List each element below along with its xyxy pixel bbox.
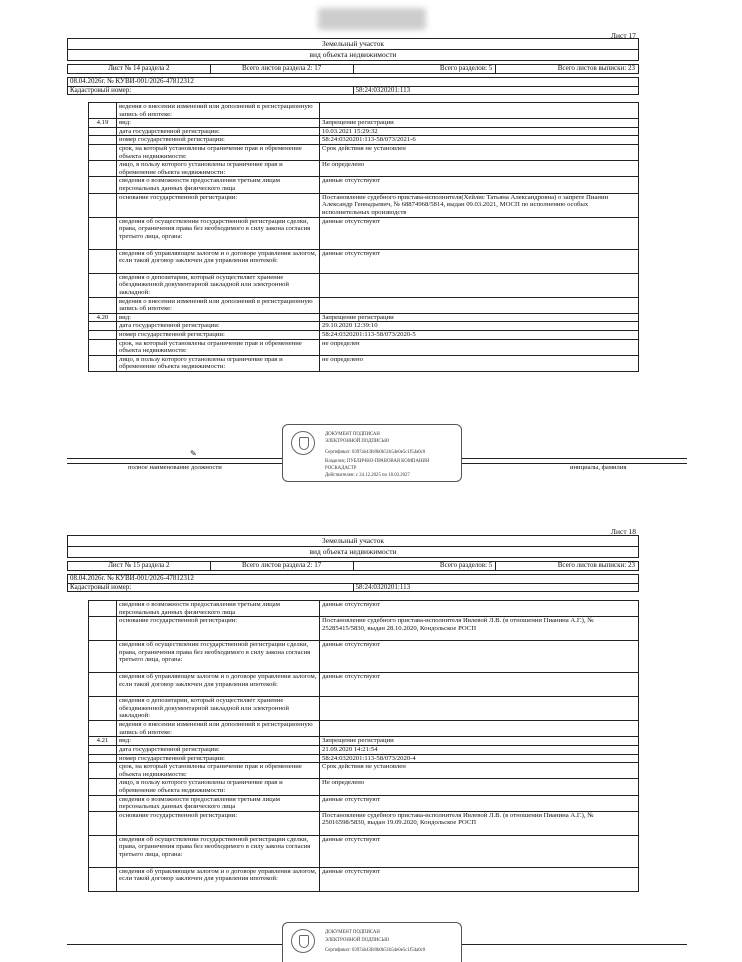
table-row [89,119,639,128]
date-and-number: 08.04.2026г. № КУВИ-001/2026-47812312 [68,78,639,87]
field-label: сведения о возможности предоставления третьим лицам персональных данных физического лица [117,601,320,617]
cadastral-number: 58:24:0320201:113 [353,86,639,95]
field-label: основание государственной регистрации: [117,617,320,641]
position-label: полное наименование должности [128,464,222,471]
emblem-icon [291,929,315,953]
field-value: данные отсутствуют [320,249,639,273]
record-number [89,835,117,867]
field-value: 58:24:0320201:113-58/073/2021-6 [320,136,639,145]
field-label: сведения об осуществлении государственной регистрации сделки, права, ограничения права без необходимого в силу закона согласия третьего лица, органа: [117,641,320,673]
field-label: лицо, в пользу которого установлены ограничение прав и обременение объекта недвижимости: [117,779,320,795]
record-number [89,103,117,119]
field-label: сведения об осуществлении государственной регистрации сделки, права, ограничения права без необходимого в силу закона согласия третьего лица, органа: [117,217,320,249]
field-value: не определен [320,339,639,355]
digital-signature-stamp [282,922,462,962]
record-number [89,161,117,177]
field-value: 10.03.2021 15:29:32 [320,127,639,136]
record-number [89,249,117,273]
table-row [89,177,639,193]
table-row [89,697,639,721]
table-row [89,330,639,339]
table-row [89,617,639,641]
table-row [89,136,639,145]
field-value [320,721,639,737]
table-row [89,217,639,249]
field-label: вид: [117,119,320,128]
object-subtitle: вид объекта недвижимости [68,546,638,557]
field-value: Запрещение регистрации [320,737,639,746]
field-value: Срок действия не установлен [320,144,639,160]
stamp-line-3: Сертификат: 0397ab43fe9b0b51b54e0e5c1f54a0c8 [325,450,426,455]
redacted-header [318,8,426,30]
table-row [89,103,639,119]
object-subtitle: вид объекта недвижимости [68,49,638,60]
field-label: срок, на который установлены ограничение прав и обременение объекта недвижимости: [117,144,320,160]
field-value: Постановление судебного пристава-исполнителя Ивлевой Л.В. (в отношении Пианина А.Г.), № 25016598/5830, выдан 19.09.2020, Кондольское РОСП [320,811,639,835]
field-value: данные отсутствуют [320,177,639,193]
field-value [320,697,639,721]
table-row [89,811,639,835]
record-number [89,136,117,145]
record-number [89,697,117,721]
field-value: Срок действия не установлен [320,763,639,779]
total-sections: Всего разделов: 5 [353,65,496,74]
field-label: номер государственной регистрации: [117,754,320,763]
field-value: данные отсутствуют [320,795,639,811]
field-value: данные отсутствуют [320,835,639,867]
stamp-line-5: Действителен: с 24.12.2025 по 18.03.2027 [325,473,410,478]
field-value: данные отсутствуют [320,673,639,697]
table-row [89,273,639,297]
total-sheets: Всего листов раздела 2: 17 [210,562,353,571]
field-value [320,273,639,297]
field-value: 58:24:0320201:113-58/073/2020-5 [320,330,639,339]
field-value: Не определено [320,779,639,795]
field-label: дата государственной регистрации: [117,127,320,136]
field-value: Запрещение регистрации [320,119,639,128]
field-label: вид: [117,313,320,322]
object-title-box [67,38,639,61]
record-number [89,339,117,355]
table-row [89,297,639,313]
field-value: данные отсутствуют [320,641,639,673]
mark-glyph: ✎ [190,449,197,458]
field-value: Не определено [320,161,639,177]
field-label: дата государственной регистрации: [117,322,320,331]
field-label: вид: [117,737,320,746]
record-number [89,217,117,249]
field-label: сведения об управляющем залогом и о договоре управления залогом, если такой договор заключен для управления ипотекой: [117,249,320,273]
table-row [89,835,639,867]
record-number [89,127,117,136]
field-label: сведения об осуществлении государственной регистрации сделки, права, ограничения права без необходимого в силу закона согласия третьего лица, органа: [117,835,320,867]
section-sheet: Лист № 14 раздела 2 [68,65,211,74]
cadastral-label: Кадастровый номер: [68,86,354,95]
field-value: 21.09.2020 14:21:54 [320,745,639,754]
record-number [89,779,117,795]
stamp-line-1: ДОКУМЕНТ ПОДПИСАН [325,930,380,935]
field-label: лицо, в пользу которого установлены ограничение прав и обременение объекта недвижимости: [117,355,320,371]
record-number: 4.19 [89,119,117,128]
field-label: основание государственной регистрации: [117,193,320,217]
field-label: сведения о депозитарии, который осуществляет хранение обездвиженной документарной закладной или электронной закладной: [117,273,320,297]
table-row [89,601,639,617]
sheet-header [67,561,639,571]
field-label: сведения о возможности предоставления третьим лицам персональных данных физического лица [117,177,320,193]
table-row [89,763,639,779]
table-row [89,641,639,673]
date-and-number: 08.04.2026г. № КУВИ-001/2026-47812312 [68,575,639,584]
table-row [89,673,639,697]
field-label: срок, на который установлены ограничение прав и обременение объекта недвижимости: [117,339,320,355]
encumbrance-table [88,102,639,372]
sheet-number: Лист 17 [610,31,636,40]
extract-number-bar [67,77,639,95]
record-number [89,144,117,160]
table-row [89,144,639,160]
record-number [89,795,117,811]
record-number [89,763,117,779]
field-value: Постановление судебного пристава-исполнителя(Хейлис Татьяна Александровна) о запрете Пианин Александр Геннадьевич, № 68874968/5814, выдан 09.03.2021, МОСП по исполнению особых исполнительных производств [320,193,639,217]
object-title-box [67,535,639,558]
table-row [89,127,639,136]
record-number [89,330,117,339]
total-sheets: Всего листов раздела 2: 17 [210,65,353,74]
field-label: срок, на который установлены ограничение прав и обременение объекта недвижимости: [117,763,320,779]
record-number [89,673,117,697]
table-row [89,322,639,331]
field-value [320,103,639,119]
table-row [89,779,639,795]
record-number [89,811,117,835]
field-value: Постановление судебного пристава-исполнителя Ивлевой Л.В. (в отношении Пианина А.Г.), № 25285415/5830, выдан 28.10.2020, Кондольское РОСП [320,617,639,641]
field-value: данные отсутствуют [320,601,639,617]
total-extract-sheets: Всего листов выписки: 23 [496,562,639,571]
stamp-line-3: Сертификат: 0397ab43fe9b0b51b54e0e5c1f54a0c8 [325,948,426,953]
encumbrance-table [88,600,639,892]
table-row [89,737,639,746]
total-extract-sheets: Всего листов выписки: 23 [496,65,639,74]
table-row [89,745,639,754]
table-row [89,193,639,217]
table-row [89,867,639,891]
record-number [89,322,117,331]
record-number [89,601,117,617]
record-number [89,721,117,737]
field-value [320,297,639,313]
record-number [89,641,117,673]
stamp-line-2: ЭЛЕКТРОННОЙ ПОДПИСЬЮ [325,439,390,444]
sheet-number: Лист 18 [610,527,636,536]
record-number [89,193,117,217]
record-number [89,867,117,891]
table-row [89,249,639,273]
table-row [89,754,639,763]
sheet-header [67,64,639,74]
field-label: ведения о внесении изменений или дополнений в регистрационную запись об ипотеке: [117,103,320,119]
field-label: номер государственной регистрации: [117,330,320,339]
section-sheet: Лист № 15 раздела 2 [68,562,211,571]
total-sections: Всего разделов: 5 [353,562,496,571]
field-label: ведения о внесении изменений или дополнений в регистрационную запись об ипотеке: [117,297,320,313]
record-number [89,177,117,193]
field-label: ведения о внесении изменений или дополнений в регистрационную запись об ипотеке: [117,721,320,737]
digital-signature-stamp [282,424,462,482]
field-label: лицо, в пользу которого установлены ограничение прав и обременение объекта недвижимости: [117,161,320,177]
field-label: сведения о возможности предоставления третьим лицам персональных данных физического лица [117,795,320,811]
stamp-line-4: Владелец: ПУБЛИЧНО-ПРАВОВАЯ КОМПАНИЯ РОСКАДАСТР [325,459,430,471]
signature-label: инициалы, фамилия [570,464,627,471]
field-label: основание государственной регистрации: [117,811,320,835]
stamp-line-1: ДОКУМЕНТ ПОДПИСАН [325,432,380,437]
object-title: Земельный участок [321,39,385,48]
record-number: 4.20 [89,313,117,322]
field-label: сведения об управляющем залогом и о договоре управления залогом, если такой договор заключен для управления ипотекой: [117,867,320,891]
table-row [89,795,639,811]
table-row [89,355,639,371]
table-row [89,161,639,177]
record-number [89,617,117,641]
field-label: номер государственной регистрации: [117,136,320,145]
extract-number-bar [67,574,639,592]
field-value: 58:24:0320201:113-58/073/2020-4 [320,754,639,763]
table-row [89,721,639,737]
field-label: сведения об управляющем залогом и о договоре управления залогом, если такой договор заключен для управления ипотекой: [117,673,320,697]
record-number: 4.21 [89,737,117,746]
object-title: Земельный участок [321,536,385,545]
field-value: данные отсутствуют [320,217,639,249]
field-value: 29.10.2020 12:39:10 [320,322,639,331]
field-label: сведения о депозитарии, который осуществляет хранение обездвиженной документарной закладной или электронной закладной: [117,697,320,721]
emblem-icon [291,431,315,455]
record-number [89,754,117,763]
table-row [89,339,639,355]
record-number [89,355,117,371]
table-row [89,313,639,322]
record-number [89,745,117,754]
field-label: дата государственной регистрации: [117,745,320,754]
field-value: не определено [320,355,639,371]
field-value: данные отсутствуют [320,867,639,891]
field-value: Запрещение регистрации [320,313,639,322]
cadastral-number: 58:24:0320201:113 [353,583,639,592]
stamp-line-2: ЭЛЕКТРОННОЙ ПОДПИСЬЮ [325,938,390,943]
cadastral-label: Кадастровый номер: [68,583,354,592]
record-number [89,297,117,313]
record-number [89,273,117,297]
